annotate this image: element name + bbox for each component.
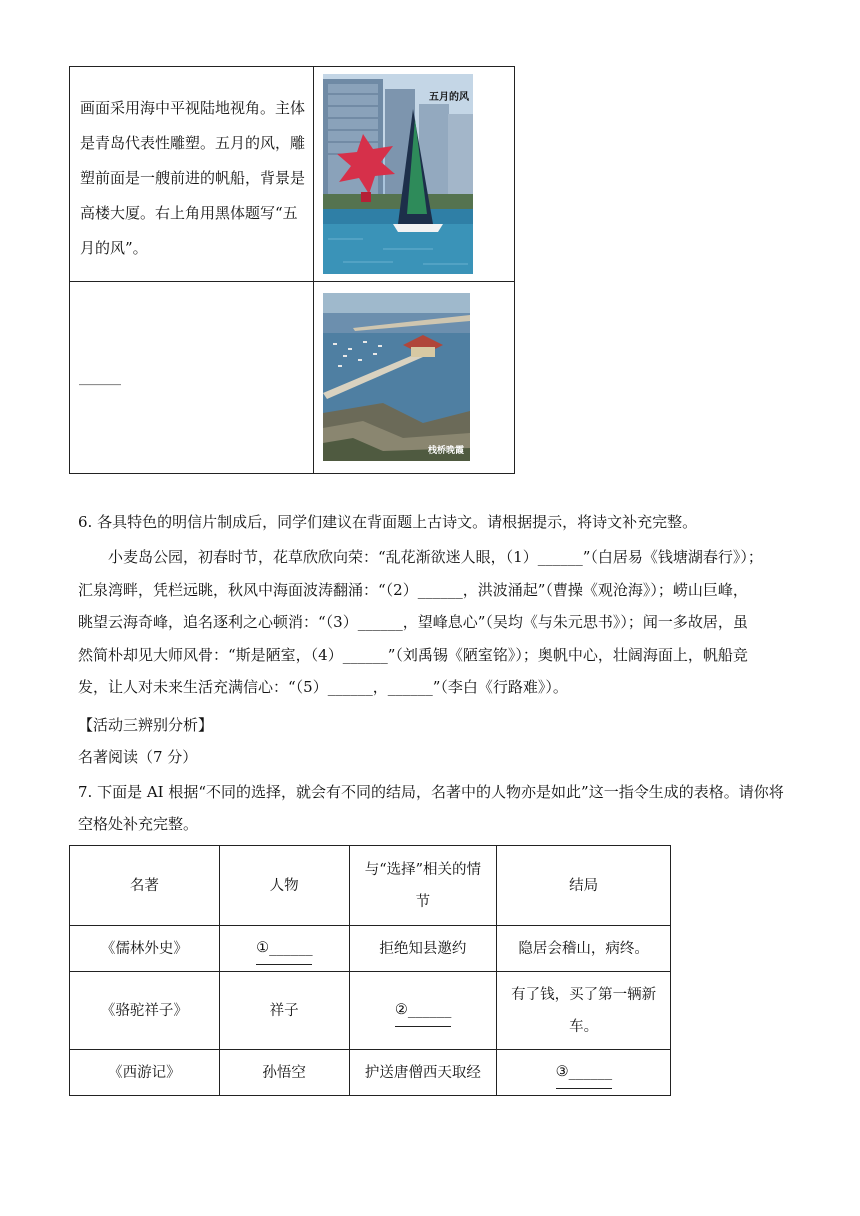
pier-image (323, 293, 470, 461)
table-cell (349, 972, 497, 1050)
may-wind-image (323, 74, 473, 274)
table-cell: 孙悟空 (219, 1050, 349, 1096)
text-line: 眺望云海奇峰，追名逐利之心顿消：“（3）______，望峰息心”（吴均《与朱元思书》）；闻一多故居，虽 (78, 613, 748, 631)
text-line: 画面采用海中平视陆地视角。主体 (80, 99, 306, 117)
blank-answer: ②______ (395, 994, 451, 1027)
header-cell: 结局 (497, 846, 671, 926)
row2-blank: ______ (79, 370, 121, 386)
table-divider (70, 281, 514, 282)
cell-line: 有了钱，买了第一辆新 (511, 986, 657, 1003)
text-line: 是青岛代表性雕塑。五月的风，雕 (80, 134, 306, 152)
table-row (70, 1050, 671, 1096)
table-cell (497, 1050, 671, 1096)
question-7-line1: 7. 下面是 AI 根据“不同的选择，就会有不同的结局，名著中的人物亦是如此”这一指令生成的表格。请你将 (78, 783, 784, 801)
text-line: 月的风”。 (80, 239, 148, 257)
table-cell (497, 972, 671, 1050)
row1-description (80, 91, 306, 266)
reading-heading: 名著阅读（7 分） (78, 748, 198, 766)
section-heading: 【活动三辨别分析】 (78, 716, 214, 734)
table-cell: 拒绝知县邀约 (349, 926, 497, 972)
blank-answer: ①______ (256, 932, 312, 965)
table-row (70, 972, 671, 1050)
table-cell: 《西游记》 (70, 1050, 220, 1096)
table-cell: 祥子 (219, 972, 349, 1050)
blank-answer: ③______ (556, 1056, 612, 1089)
header-cell: 名著 (70, 846, 220, 926)
question-6-stem: 6. 各具特色的明信片制成后，同学们建议在背面题上古诗文。请根据提示，将诗文补充完整。 (78, 513, 698, 531)
header-line: 节 (415, 893, 431, 910)
table-header-row (70, 846, 671, 926)
text-line: 高楼大厦。右上角用黑体题写“五 (80, 204, 298, 222)
table-cell: 《儒林外史》 (70, 926, 220, 972)
table-cell: 《骆驼祥子》 (70, 972, 220, 1050)
header-cell (349, 846, 497, 926)
postcard-table (69, 66, 515, 474)
table-row (70, 926, 671, 972)
table-cell (219, 926, 349, 972)
cell-line: 车。 (569, 1018, 599, 1035)
text-line: 然简朴却见大师风骨：“斯是陋室，（4）______”（刘禹锡《陋室铭》）；奥帆中心，壮阔海面上，帆船竞 (78, 645, 748, 664)
header-cell: 人物 (219, 846, 349, 926)
text-line: 塑前面是一艘前进的帆船，背景是 (80, 169, 306, 187)
book-table (69, 845, 671, 1096)
question-7-line2: 空格处补充完整。 (78, 815, 199, 833)
image-caption: 栈桥晚霞 (427, 446, 464, 456)
text-line: 汇泉湾畔，凭栏远眺，秋风中海面波涛翻涌：“（2）______，洪波涌起”（曹操《观沧海》）；崂山巨峰， (78, 580, 748, 599)
table-divider (313, 67, 314, 473)
image-caption: 五月的风 (429, 92, 469, 103)
table-cell: 护送唐僧西天取经 (349, 1050, 497, 1096)
header-line: 与“选择”相关的情 (364, 861, 482, 878)
question-6-body (78, 541, 784, 704)
text-line: 发，让人对未来生活充满信心：“（5）______，______”（李白《行路难》）。 (78, 678, 568, 696)
text-line: 小麦岛公园，初春时节，花草欣欣向荣：“乱花渐欲迷人眼，（1）______”（白居易《钱塘湖春行》）； (108, 548, 763, 566)
table-cell: 隐居会稽山，病终。 (497, 926, 671, 972)
